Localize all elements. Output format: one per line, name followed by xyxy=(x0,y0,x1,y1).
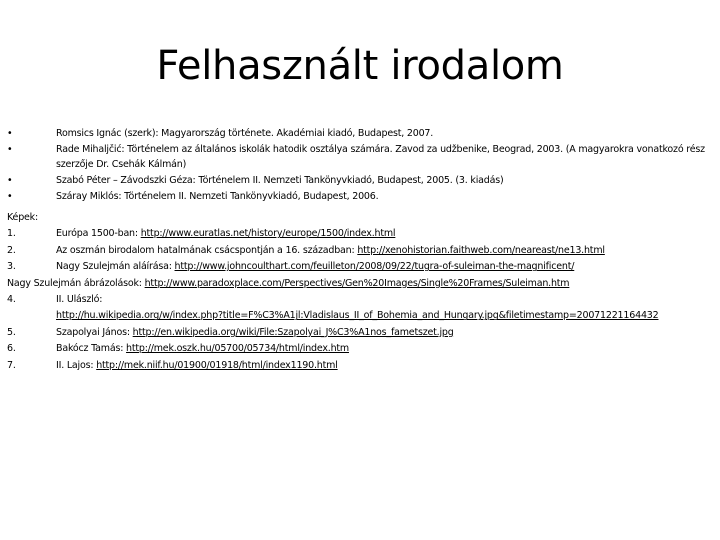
bibliography-item xyxy=(0,189,710,205)
bibliography-list xyxy=(0,126,710,205)
picture-label: II. Lajos: xyxy=(56,359,97,371)
picture-source-item xyxy=(0,243,720,259)
picture-source-item xyxy=(0,341,720,357)
source-link[interactable]: http://www.euratlas.net/history/europe/1500/index.html xyxy=(140,228,396,240)
picture-label: Nagy Szulejmán aláírása: xyxy=(56,261,175,273)
bullet-icon: • xyxy=(7,190,13,202)
pictures-list xyxy=(0,210,720,374)
bibliography-text: Romsics Ignác (szerk): Magyarország története. Akadémiai kiadó, Budapest, 2007. xyxy=(56,128,434,139)
bibliography-text: Rade Mihaljčić: Történelem az általános iskolák hatodik osztálya számára. Zavod za udžbenike, Beograd, 2003. (A magyarokra vonatkozó rész szerzője Dr. Csehák Kálmán) xyxy=(56,143,705,171)
picture-source-item xyxy=(0,276,720,292)
item-number: 5. xyxy=(7,326,16,338)
item-number: 2. xyxy=(7,244,16,256)
picture-source-item xyxy=(0,259,720,275)
picture-label: Bakócz Tamás: xyxy=(56,343,127,355)
bullet-icon: • xyxy=(7,128,13,139)
source-link[interactable]: http://hu.wikipedia.org/w/index.php?title=F%C3%A1jl:Vladislaus_II_of_Bohemia_and_Hungary.jpg&filetimestamp=20071221164432 xyxy=(56,310,659,322)
bullet-icon: • xyxy=(7,175,13,187)
picture-label: Nagy Szulejmán ábrázolások: xyxy=(7,277,145,289)
slide-title: Felhasznált irodalom xyxy=(156,43,564,89)
source-link[interactable]: http://www.johncoulthart.com/feuilleton/2008/09/22/tugra-of-suleiman-the-magnificent/ xyxy=(174,261,575,273)
item-number: 7. xyxy=(7,359,16,371)
source-link[interactable]: http://mek.niif.hu/01900/01918/html/index1190.html xyxy=(96,359,338,371)
pictures-heading: Képek: xyxy=(7,212,38,223)
bibliography-item xyxy=(0,142,710,173)
source-link[interactable]: http://mek.oszk.hu/05700/05734/html/index.htm xyxy=(126,343,349,355)
item-number: 3. xyxy=(7,261,16,273)
item-number: 4. xyxy=(7,294,16,306)
bibliography-item xyxy=(0,173,710,189)
item-number: 6. xyxy=(7,343,16,355)
picture-source-item xyxy=(0,325,720,341)
bibliography-text: Szabó Péter – Závodszki Géza: Történelem II. Nemzeti Tankönyvkiadó, Budapest, 2005. (3. kiadás) xyxy=(56,175,504,187)
picture-label: Az oszmán birodalom hatalmának csácspontján a 16. században: xyxy=(56,244,358,256)
picture-source-item xyxy=(0,226,720,242)
picture-source-item xyxy=(0,308,720,324)
source-link[interactable]: http://en.wikipedia.org/wiki/File:Szapolyai_J%C3%A1nos_fametszet.jpg xyxy=(132,326,454,338)
source-link[interactable]: http://www.paradoxplace.com/Perspectives/Gen%20Images/Single%20Frames/Suleiman.htm xyxy=(144,277,570,289)
picture-label: Európa 1500-ban: xyxy=(56,228,141,240)
bullet-icon: • xyxy=(7,143,13,155)
bibliography-item xyxy=(0,126,710,142)
picture-source-item xyxy=(0,358,720,374)
bibliography-text: Száray Miklós: Történelem II. Nemzeti Tankönyvkiadó, Budapest, 2006. xyxy=(56,190,379,202)
picture-label: II. Ulászló: xyxy=(56,294,103,306)
item-number: 1. xyxy=(7,228,16,240)
source-link[interactable]: http://xenohistorian.faithweb.com/neareast/ne13.html xyxy=(357,244,605,256)
picture-label: Szapolyai János: xyxy=(56,326,133,338)
picture-source-item xyxy=(0,292,720,308)
